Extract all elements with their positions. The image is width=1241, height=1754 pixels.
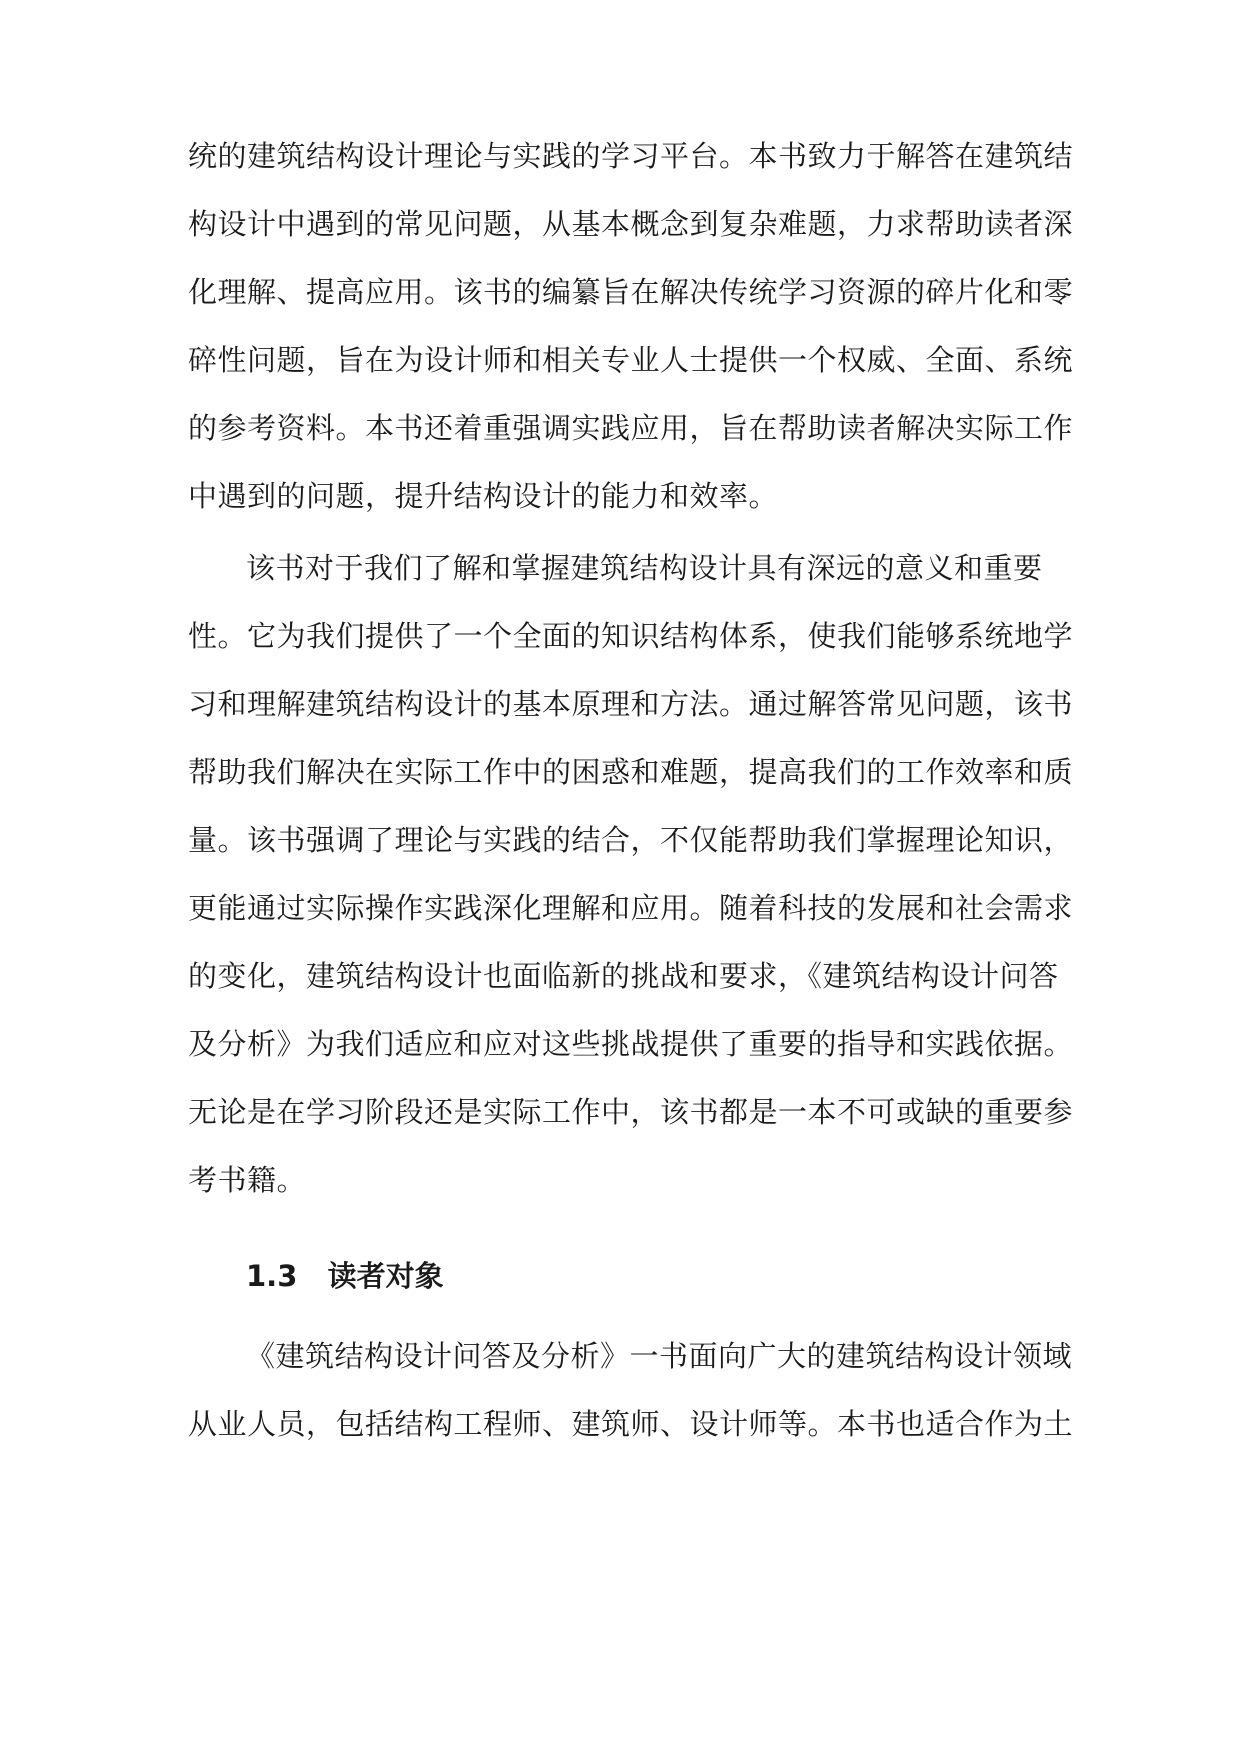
paragraph-line: 构设计中遇到的常见问题，从基本概念到复杂难题，力求帮助读者深 [188,207,1074,241]
paragraph-line: 该书对于我们了解和掌握建筑结构设计具有深远的意义和重要 [246,551,1043,585]
section-title: 读者对象 [327,1259,444,1293]
paragraph-line: 无论是在学习阶段还是实际工作中，该书都是一本不可或缺的重要参 [188,1095,1074,1129]
paragraph-line: 中遇到的问题，提升结构设计的能力和效率。 [188,479,779,513]
paragraph-line: 从业人员，包括结构工程师、建筑师、设计师等。本书也适合作为土 [188,1407,1074,1441]
paragraph-line: 统的建筑结构设计理论与实践的学习平台。本书致力于解答在建筑结 [188,139,1074,173]
paragraph-line: 化理解、提高应用。该书的编纂旨在解决传统学习资源的碎片化和零 [188,275,1074,309]
paragraph-line: 习和理解建筑结构设计的基本原理和方法。通过解答常见问题，该书 [188,687,1074,721]
paragraph-line: 量。该书强调了理论与实践的结合，不仅能帮助我们掌握理论知识， [188,823,1074,857]
paragraph-line: 的参考资料。本书还着重强调实践应用，旨在帮助读者解决实际工作 [188,411,1074,445]
paragraph-line: 及分析》为我们适应和应对这些挑战提供了重要的指导和实践依据。 [188,1027,1074,1061]
paragraph-line: 性。它为我们提供了一个全面的知识结构体系，使我们能够系统地学 [188,619,1074,653]
paragraph-line: 《建筑结构设计问答及分析》一书面向广大的建筑结构设计领域 [246,1339,1073,1373]
section-heading [246,1256,444,1296]
paragraph-line: 帮助我们解决在实际工作中的困惑和难题，提高我们的工作效率和质 [188,755,1074,789]
paragraph-line: 更能通过实际操作实践深化理解和应用。随着科技的发展和社会需求 [188,891,1074,925]
section-number: 1.3 [246,1259,298,1293]
paragraph-line: 的变化，建筑结构设计也面临新的挑战和要求，《建筑结构设计问答 [188,959,1059,993]
paragraph-line: 碎性问题，旨在为设计师和相关专业人士提供一个权威、全面、系统 [188,343,1074,377]
paragraph-line: 考书籍。 [188,1163,307,1197]
